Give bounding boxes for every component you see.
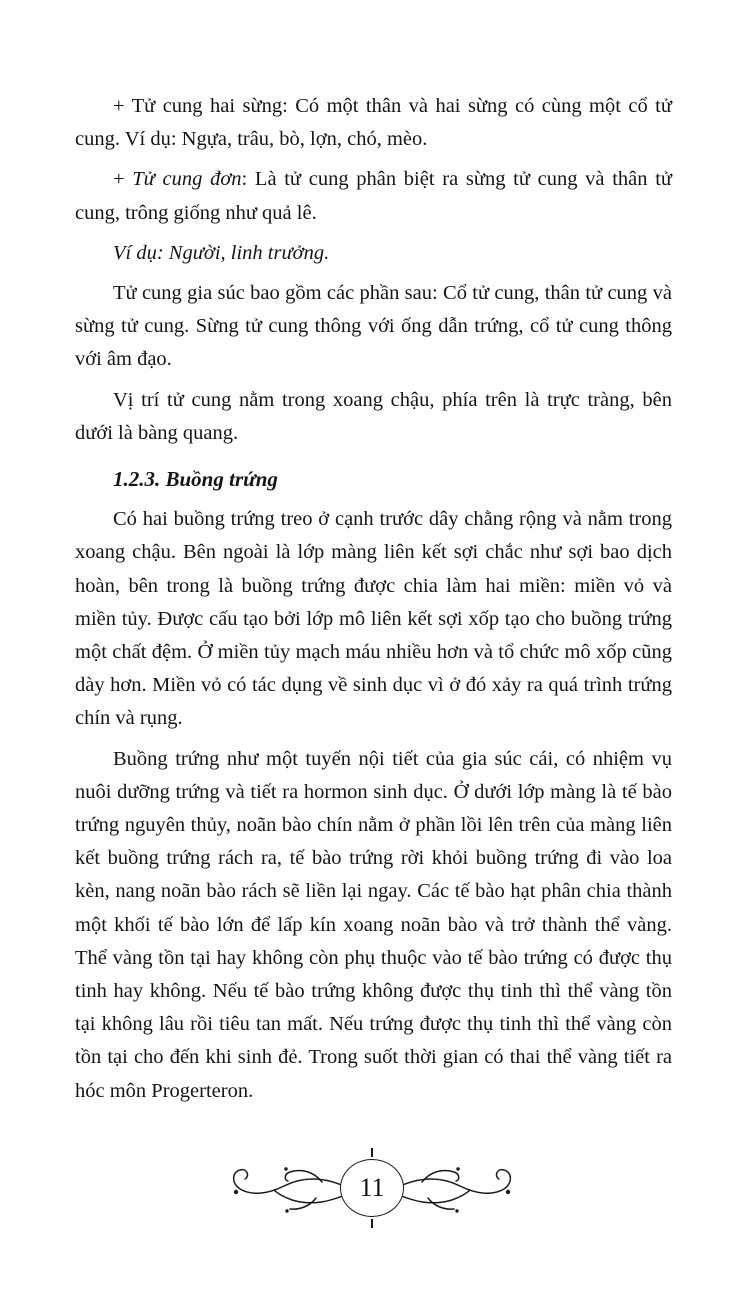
text-run: 1.2.3. Buồng trứng (113, 467, 278, 492)
page-number-badge (340, 1146, 404, 1230)
paragraph (75, 503, 672, 735)
text-run: Tử cung đơn (132, 168, 242, 191)
paragraph (75, 384, 672, 450)
flourish-right-icon (390, 1156, 518, 1220)
paragraph (75, 90, 672, 156)
page-body (75, 90, 672, 1108)
text-run: + (113, 168, 133, 191)
paragraph (75, 163, 672, 229)
text-run: + Tử cung hai sừng: Có một thân và hai sừng có cùng một cổ tử cung. Ví dụ: Ngựa, trâu, bò, lợn, chó, mèo. (75, 95, 672, 151)
paragraph (75, 237, 672, 270)
paragraph (75, 277, 672, 377)
text-run: : Là tử cung phân biệt ra sừng tử cung và thân tử cung, trông giống như quả lê. (75, 168, 673, 224)
page-footer (0, 1146, 744, 1230)
flourish-left-icon (226, 1156, 354, 1220)
text-run: Tử cung gia súc bao gồm các phần sau: Cổ tử cung, thân tử cung và sừng tử cung. Sừng tử cung thông với ống dẫn trứng, cổ tử cung thông với âm đạo. (75, 282, 672, 371)
page-number-oval (340, 1159, 404, 1217)
text-run: Buồng trứng như một tuyến nội tiết của gia súc cái, có nhiệm vụ nuôi dưỡng trứng và tiết ra hormon sinh dục. Ở dưới lớp màng là tế bào trứng nguyên thủy, noãn bào chín nằm ở phần lồi lên trên của màng liên kết buồng trứng rách ra, tế bào trứng rời khỏi buồng trứng đi vào loa kèn, nang noãn bào rách sẽ liền lại ngay. Các tế bào hạt phân chia thành một khối tế bào lớn để lấp kín xoang noãn bào và trở thành thể vàng. Thể vàng tồn tại hay không còn phụ thuộc vào tế bào trứng có được thụ tinh hay không. Nếu tế bào trứng không được thụ tinh thì thể vàng tồn tại không lâu rồi tiêu tan mất. Nếu trứng được thụ tinh thì thể vàng còn tồn tại cho đến khi sinh đẻ. Trong suốt thời gian có thai thể vàng tiết ra hóc môn Progerteron. (75, 747, 672, 1102)
ornament-tick-top-icon (371, 1148, 373, 1157)
ornament-tick-bottom-icon (371, 1219, 373, 1228)
section-heading (75, 463, 672, 496)
text-run: Có hai buồng trứng treo ở cạnh trước dây chằng rộng và nằm trong xoang chậu. Bên ngoài là lớp màng liên kết sợi chắc như sợi bao dịch hoàn, bên trong là buồng trứng được chia làm hai miền: miền vỏ và miền tủy. Được cấu tạo bởi lớp mô liên kết sợi xốp tạo cho buồng trứng một chất đệm. Ở miền tủy mạch máu nhiều hơn và tổ chức mô xốp cũng dày hơn. Miền vỏ có tác dụng về sinh dục vì ở đó xảy ra quá trình trứng chín và rụng. (75, 508, 672, 730)
text-run: Ví dụ: Người, linh trưởng. (113, 241, 330, 264)
paragraph (75, 743, 672, 1108)
page-number: 11 (359, 1173, 385, 1202)
text-run: Vị trí tử cung nằm trong xoang chậu, phía trên là trực tràng, bên dưới là bàng quang. (75, 388, 672, 444)
